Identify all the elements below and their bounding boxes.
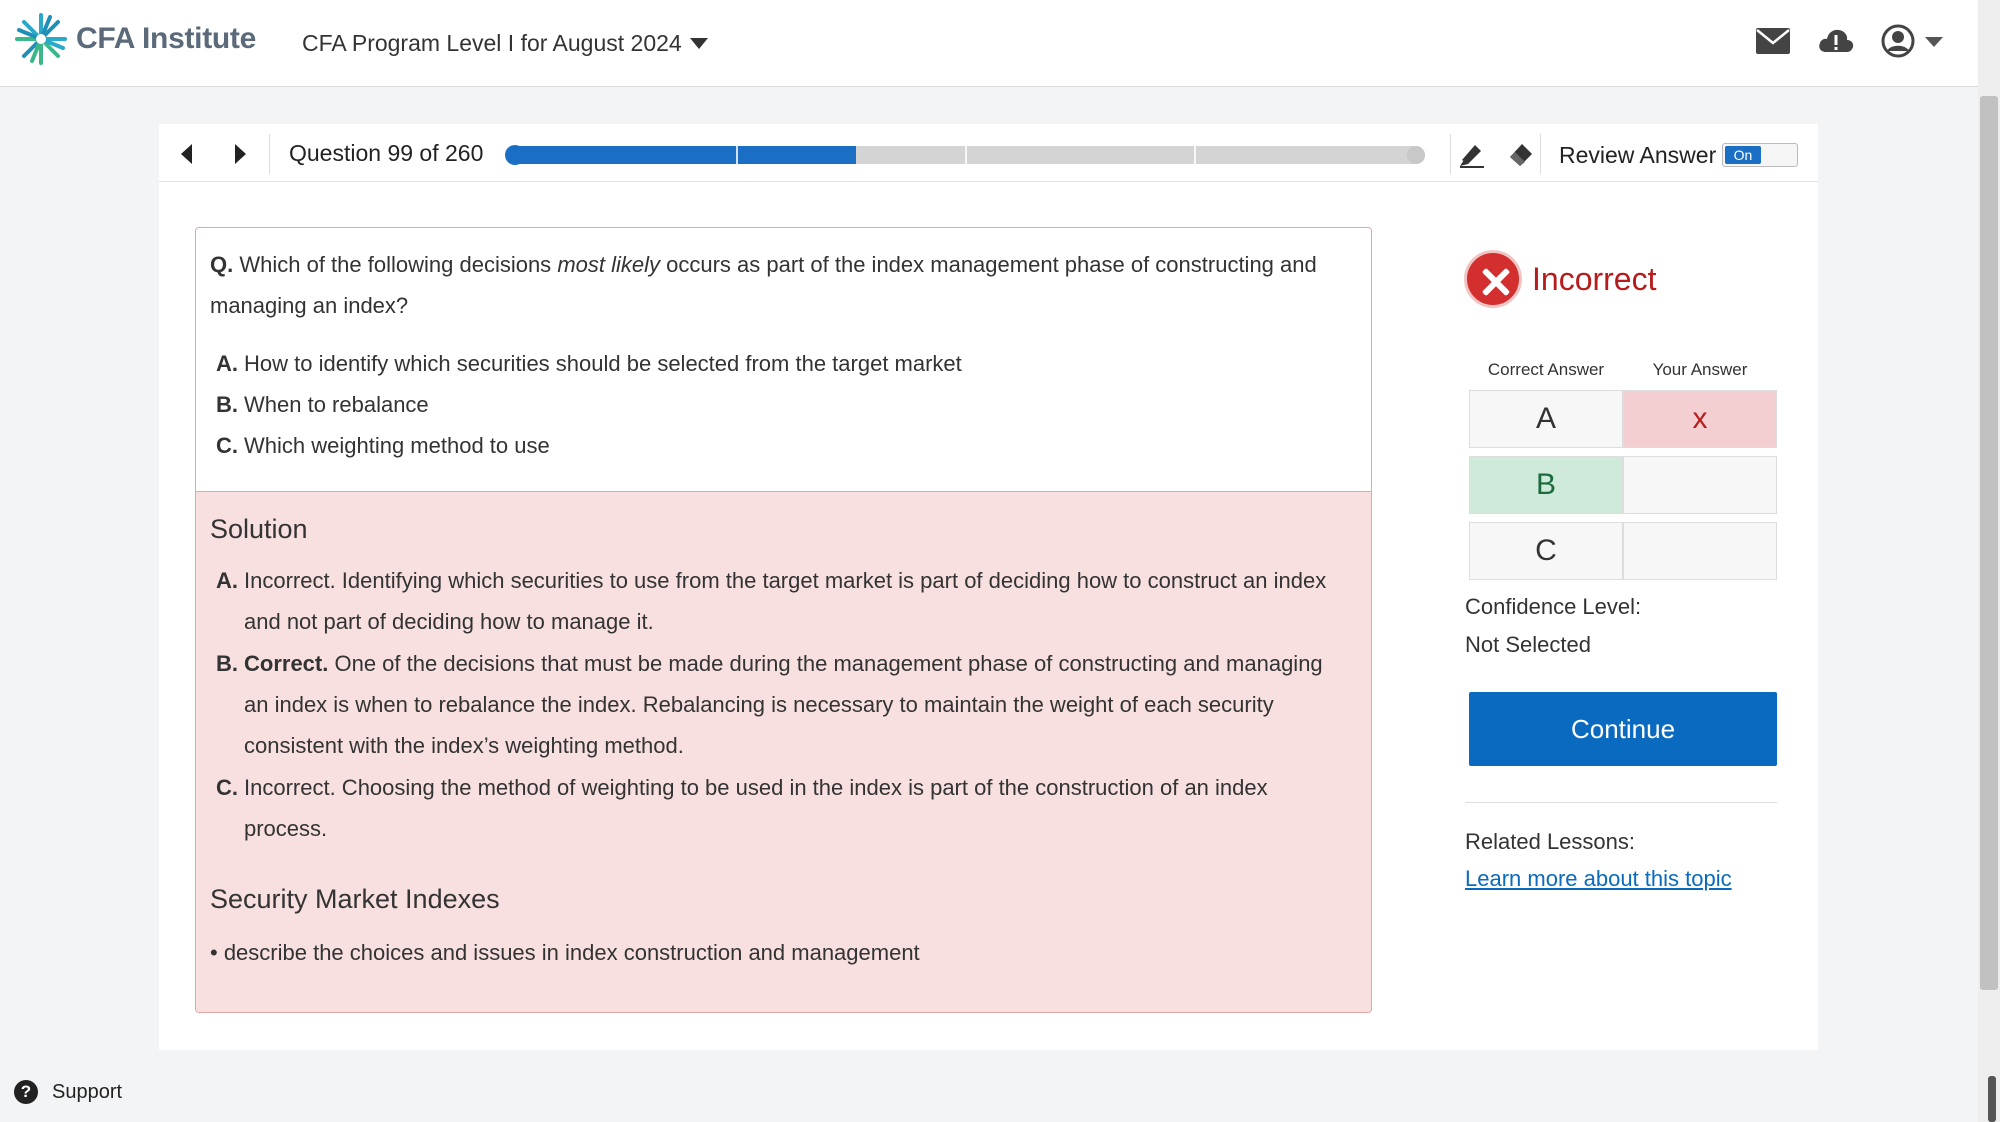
correct-answer-cell-a: A — [1469, 390, 1623, 448]
question-emphasis: most likely — [557, 252, 660, 277]
confidence-label: Confidence Level: — [1465, 594, 1642, 619]
progress-start-knob — [505, 145, 525, 165]
help-icon: ? — [14, 1080, 38, 1104]
solution-item-a — [216, 560, 1346, 642]
choice-letter: B. — [216, 392, 238, 417]
solution-text-body: Incorrect. Identifying which securities to use from the target market is part of deciding how to construct an index and not part of deciding how to manage it. — [244, 568, 1327, 634]
solution-text-body: One of the decisions that must be made during the management phase of constructing and managing an index is when to rebalance the index. Rebalancing is necessary to maintain the weight of each security consistent with the index’s weighting method. — [244, 651, 1323, 758]
question-counter: Question 99 of 260 — [289, 140, 484, 166]
choice-letter: C. — [216, 433, 238, 458]
related-lessons-label: Related Lessons: — [1465, 829, 1635, 854]
topic-title: Security Market Indexes — [210, 884, 500, 914]
divider — [1465, 802, 1777, 803]
result-status-text: Incorrect — [1532, 260, 1657, 297]
solution-text-body: Incorrect. Choosing the method of weighting to be used in the index is part of the construction of an index process. — [244, 775, 1268, 841]
toolbar-divider — [269, 134, 270, 174]
progress-tick — [736, 146, 738, 164]
result-status — [1464, 250, 1656, 308]
solution-letter: A. — [216, 568, 238, 593]
mail-icon[interactable] — [1756, 28, 1790, 54]
choice-text: Which weighting method to use — [244, 433, 550, 458]
incorrect-x-icon — [1464, 250, 1522, 308]
choice-text: When to rebalance — [244, 392, 429, 417]
question-stem-area — [196, 228, 1371, 492]
toolbar-divider — [1450, 134, 1451, 174]
solution-text — [244, 643, 1346, 766]
answer-choice-a[interactable] — [216, 351, 962, 377]
your-answer-cell-a: x — [1623, 390, 1777, 448]
question-text-before: Which of the following decisions — [239, 252, 552, 277]
correct-answer-cell-b: B — [1469, 456, 1623, 514]
solution-text — [244, 560, 1346, 642]
question-text — [210, 244, 1350, 326]
solution-item-b — [216, 643, 1346, 766]
cfa-logo-icon — [14, 12, 68, 66]
answer-choice-c[interactable] — [216, 433, 550, 459]
scrollbar-thumb[interactable] — [1980, 96, 1998, 990]
user-account-icon[interactable] — [1881, 24, 1915, 58]
program-label: CFA Program Level I for August 2024 — [302, 30, 682, 56]
your-answer-cell-b — [1623, 456, 1777, 514]
toolbar-divider — [1540, 134, 1541, 174]
progress-end-marker — [1407, 146, 1425, 164]
solution-text — [244, 767, 1346, 849]
solution-letter: B. — [216, 651, 238, 676]
correct-answer-cell-c: C — [1469, 522, 1623, 580]
eraser-icon[interactable] — [1507, 140, 1535, 168]
solution-item-c — [216, 767, 1346, 849]
question-prefix: Q. — [210, 252, 234, 277]
question-toolbar — [159, 124, 1818, 182]
question-card — [159, 124, 1818, 1050]
chevron-down-icon — [690, 38, 708, 49]
topic-bullet: • describe the choices and issues in index construction and management — [210, 940, 920, 965]
solution-letter: C. — [216, 775, 238, 800]
solution-title: Solution — [210, 514, 308, 544]
app-header — [0, 0, 1978, 87]
solution-lead: Correct. — [244, 651, 329, 676]
logo-text: CFA Institute — [76, 22, 256, 55]
question-text-after: occurs as part of the index management phase of constructing and managing an index? — [210, 252, 1317, 318]
choice-text: How to identify which securities should be selected from the target market — [244, 351, 962, 376]
previous-question-icon[interactable] — [181, 144, 192, 164]
support-label: Support — [52, 1080, 123, 1103]
highlighter-icon[interactable] — [1458, 140, 1486, 168]
user-menu-chevron-icon[interactable] — [1925, 37, 1943, 47]
learn-more-link[interactable]: Learn more about this topic — [1465, 866, 1732, 891]
progress-fill — [507, 146, 856, 164]
progress-bar[interactable] — [507, 146, 1425, 164]
continue-button[interactable]: Continue — [1469, 692, 1777, 766]
toggle-state: On — [1725, 146, 1761, 164]
review-answer-label: Review Answer — [1559, 142, 1717, 168]
program-selector[interactable] — [302, 30, 708, 57]
page-scrollbar[interactable] — [1978, 0, 2000, 1122]
cloud-alert-icon[interactable] — [1818, 26, 1854, 56]
progress-tick — [1194, 146, 1196, 164]
correct-answer-header: Correct Answer — [1487, 360, 1605, 379]
confidence-value: Not Selected — [1465, 632, 1591, 657]
progress-tick — [965, 146, 967, 164]
support-button[interactable] — [14, 1080, 122, 1104]
review-answer-toggle[interactable] — [1722, 143, 1798, 167]
your-answer-header: Your Answer — [1652, 360, 1748, 379]
answer-choice-b[interactable] — [216, 392, 429, 418]
next-question-icon[interactable] — [235, 144, 246, 164]
question-panel — [195, 227, 1372, 1013]
choice-letter: A. — [216, 351, 238, 376]
cfa-logo[interactable] — [14, 12, 256, 66]
your-answer-cell-c — [1623, 522, 1777, 580]
scrollbar-end-marker — [1988, 1076, 1996, 1122]
solution-area — [196, 492, 1371, 1013]
